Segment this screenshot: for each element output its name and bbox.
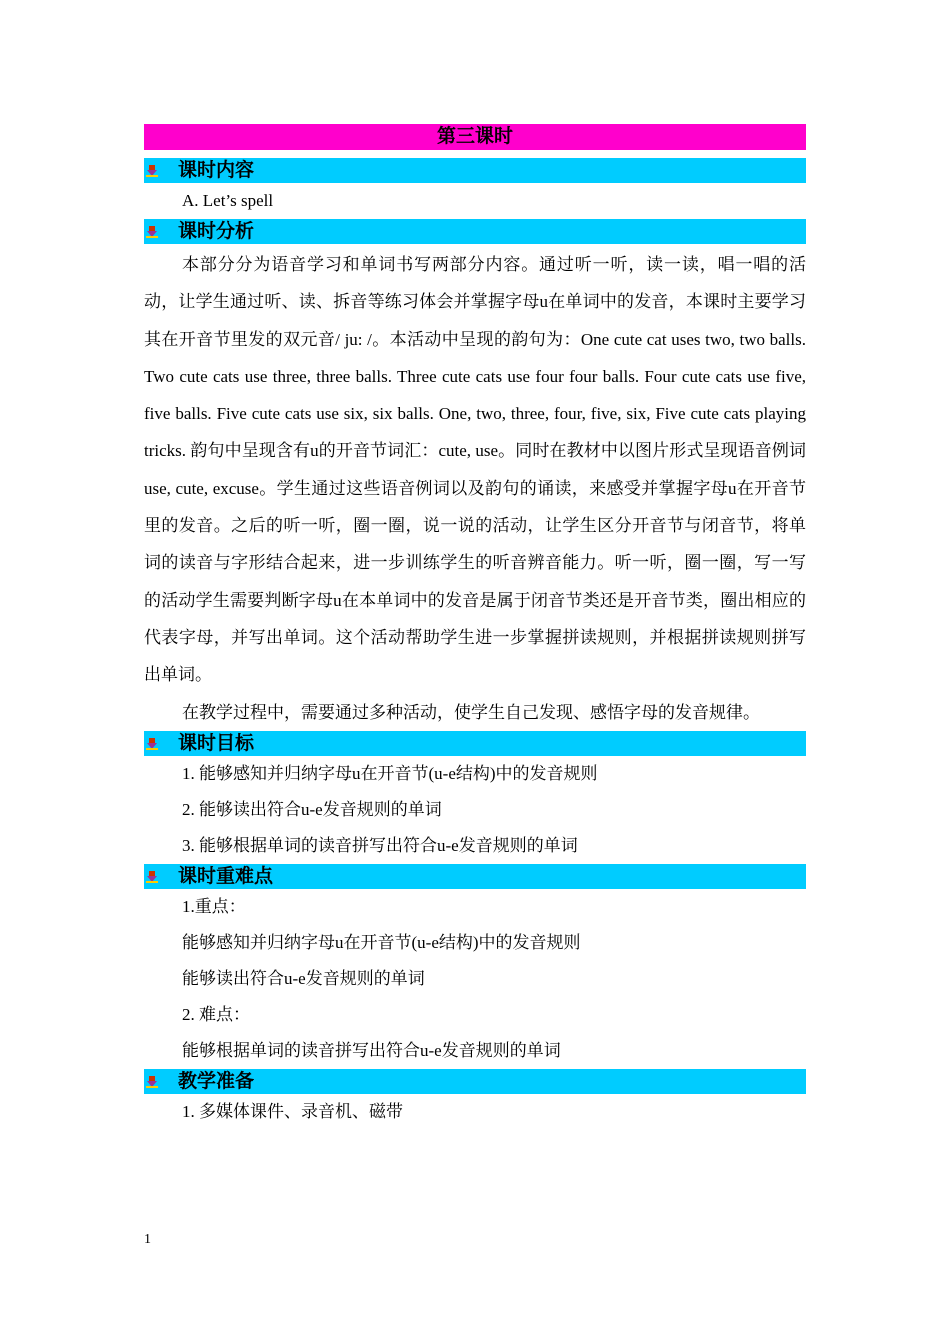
section-heading-analysis xyxy=(144,219,806,244)
section-heading-prep xyxy=(144,1069,806,1094)
keypoint-line: 1.重点： xyxy=(182,896,246,916)
content-line: A. Let’s spell xyxy=(182,191,274,210)
keypoint-line: 能够感知并归纳字母u在开音节(u-e结构)中的发音规则 xyxy=(182,932,581,952)
page-number: 1 xyxy=(144,1232,151,1247)
analysis-paragraph: 本部分分为语音学习和单词书写两部分内容。通过听一听，读一读，唱一唱的活动，让学生通过听、读、拆音等练习体会并掌握字母u在单词中的发音，本课时主要学习其在开音节里发的双元音/ ju: /。本活动中呈现的韵句为：One cute cat uses two, two balls. Two cute cats use three, three balls. Three cute cats use four four balls. Four cute cats use five, five balls. Five cute cats use six, six balls. One, two, three, four, five, six, Five cute cats playing tricks. 韵句中呈现含有u的开音节词汇：cute, use。同时在教材中以图片形式呈现语音例词use, cute, excuse。学生通过这些语音例词以及韵句的诵读，来感受并掌握字母u在开音节里的发音。之后的听一听，圈一圈，说一说的活动，让学生区分开音节与闭音节，将单词的读音与字形结合起来，进一步训练学生的听音辨音能力。听一听，圈一圈，写一写的活动学生需要判断字母u在本单词中的发音是属于闭音节类还是开音节类，圈出相应的代表字母，并写出单词。这个活动帮助学生进一步掌握拼读规则，并根据拼读规则拼写出单词。 xyxy=(144,255,806,685)
section-heading-label: 课时重难点 xyxy=(178,865,274,887)
goal-item: 2. 能够读出符合u-e发音规则的单词 xyxy=(182,799,442,819)
section-heading-label: 课时内容 xyxy=(178,160,255,181)
analysis-paragraph: 在教学过程中，需要通过多种活动，使学生自己发现、感悟字母的发音规律。 xyxy=(182,702,760,722)
document-page xyxy=(144,124,806,1130)
section-heading-label: 课时分析 xyxy=(178,221,255,242)
section-heading-content xyxy=(144,158,806,183)
keypoint-line: 能够根据单词的读音拼写出符合u-e发音规则的单词 xyxy=(182,1040,561,1060)
pushpin-bullet-icon xyxy=(146,226,158,238)
pushpin-bullet-icon xyxy=(146,738,158,750)
goal-item: 3. 能够根据单词的读音拼写出符合u-e发音规则的单词 xyxy=(182,835,578,855)
section-heading-goals xyxy=(144,731,806,756)
pushpin-bullet-icon xyxy=(146,165,158,177)
prep-item: 1. 多媒体课件、录音机、磁带 xyxy=(182,1101,403,1121)
keypoint-line: 2. 难点： xyxy=(182,1004,250,1024)
pushpin-bullet-icon xyxy=(146,871,158,883)
keypoint-line: 能够读出符合u-e发音规则的单词 xyxy=(182,968,425,988)
section-heading-label: 教学准备 xyxy=(178,1070,255,1092)
goal-item: 1. 能够感知并归纳字母u在开音节(u-e结构)中的发音规则 xyxy=(182,763,598,783)
lesson-title: 第三课时 xyxy=(144,124,806,150)
section-heading-keypoints xyxy=(144,864,806,889)
pushpin-bullet-icon xyxy=(146,1076,158,1088)
section-heading-label: 课时目标 xyxy=(178,732,255,754)
